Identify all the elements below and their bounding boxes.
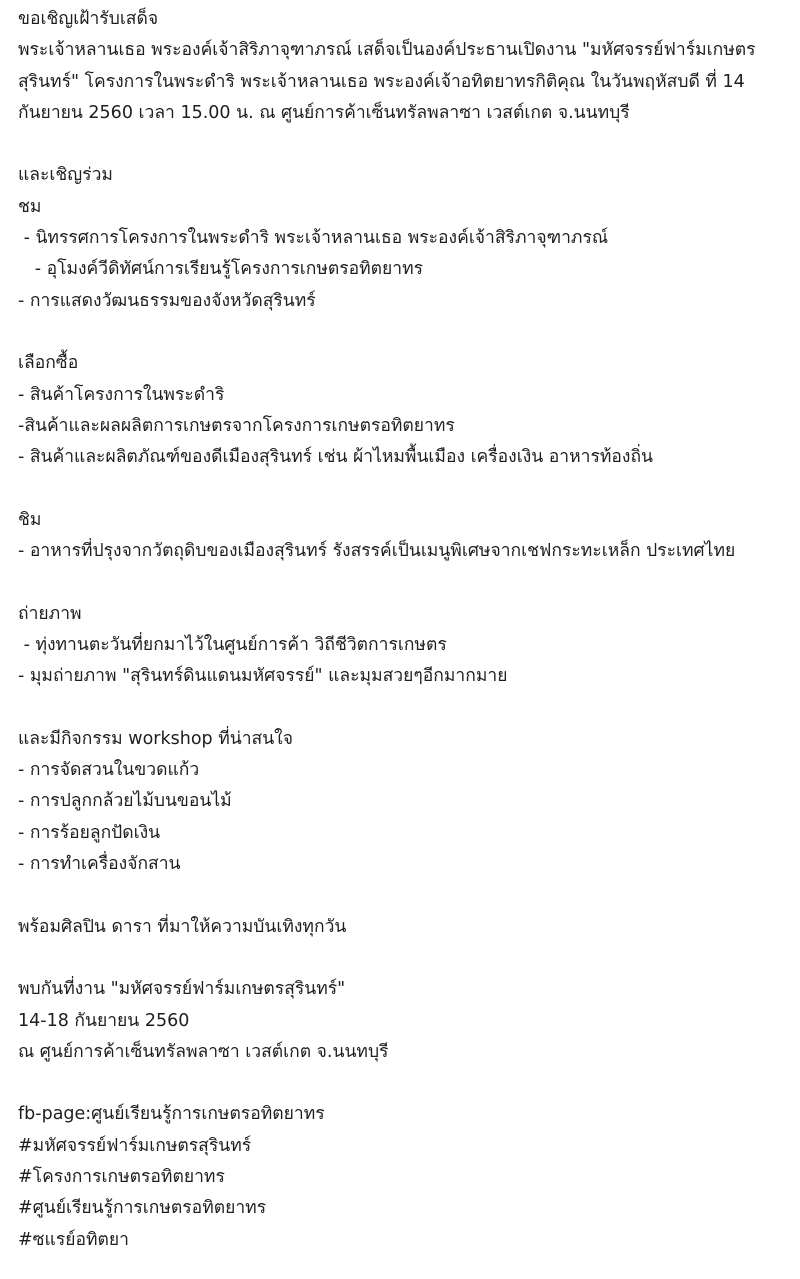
artists-line: พร้อมศิลปิน ดารา ที่มาให้ความบันเทิงทุกวัน (18, 916, 347, 937)
meet-line: พบกันที่งาน "มหัศจรรย์ฟาร์มเกษตรสุรินทร์" (18, 979, 346, 1000)
see-item: - อุโมงค์วีดิทัศน์การเรียนรู้โครงการเกษตรอทิตยาทร (18, 259, 424, 280)
see-item: - การแสดงวัฒนธรรมของจังหวัดสุรินทร์ (18, 290, 316, 311)
shop-heading: เลือกซื้อ (18, 353, 79, 374)
see-item: - นิทรรศการโครงการในพระดำริ พระเจ้าหลานเธอ พระองค์เจ้าสิริภาจุฑาภรณ์ (18, 228, 609, 249)
shop-item: - สินค้าและผลิตภัณฑ์ของดีเมืองสุรินทร์ เช่น ผ้าไหมพื้นเมือง เครื่องเงิน อาหารท้องถิ่น (18, 447, 654, 468)
intro-line: กันยายน 2560 เวลา 15.00 น. ณ ศูนย์การค้าเซ็นทรัลพลาซา เวสต์เกต จ.นนทบุรี (18, 102, 630, 123)
shop-item: - สินค้าโครงการในพระดำริ (18, 384, 225, 405)
photo-item: - มุมถ่ายภาพ "สุรินทร์ดินแดนมหัศจรรย์" และมุมสวยๆอีกมากมาย (18, 666, 508, 687)
taste-item: - อาหารที่ปรุงจากวัตถุดิบของเมืองสุรินทร์ รังสรรค์เป็นเมนูพิเศษจากเชฟกระทะเหล็ก ประเทศไทย (18, 541, 736, 562)
meet-venue: ณ ศูนย์การค้าเซ็นทรัลพลาซา เวสต์เกต จ.นนทบุรี (18, 1041, 389, 1062)
workshop-item: - การจัดสวนในขวดแก้ว (18, 760, 200, 781)
paragraph-spacer (18, 129, 798, 160)
paragraph-spacer (18, 317, 798, 348)
paragraph-spacer (18, 943, 798, 974)
paragraph-spacer (18, 880, 798, 911)
hashtag-link[interactable]: #มหัศจรรย์ฟาร์มเกษตรสุรินทร์ (18, 1135, 252, 1156)
paragraph-spacer (18, 473, 798, 504)
meet-date: 14-18 กันยายน 2560 (18, 1010, 190, 1031)
invite-heading: ขอเชิญเฝ้ารับเสด็จ (18, 9, 159, 29)
join-heading: และเชิญร่วม (18, 165, 113, 186)
paragraph-spacer (18, 1068, 798, 1099)
workshop-heading: และมีกิจกรรม workshop ที่น่าสนใจ (18, 728, 293, 749)
see-heading: ชม (18, 196, 42, 217)
intro-line: สุรินทร์" โครงการในพระดำริ พระเจ้าหลานเธอ พระองค์เจ้าอทิตยาทรกิติคุณ ในวันพฤหัสบดี ที่ 14 (18, 71, 745, 92)
hashtag-link[interactable]: #โครงการเกษตรอทิตยาทร (18, 1166, 225, 1187)
paragraph-spacer (18, 567, 798, 598)
hashtag-link[interactable]: #ซแรย์อทิตยา (18, 1229, 129, 1250)
workshop-item: - การทำเครื่องจักสาน (18, 854, 181, 875)
workshop-item: - การปลูกกล้วยไม้บนขอนไม้ (18, 791, 232, 812)
taste-heading: ชิม (18, 509, 42, 530)
workshop-item: - การร้อยลูกปัดเงิน (18, 822, 161, 843)
photo-item: - ทุ่งทานตะวันที่ยกมาไว้ในศูนย์การค้า วิถีชีวิตการเกษตร (18, 634, 447, 655)
photo-heading: ถ่ายภาพ (18, 603, 82, 624)
paragraph-spacer (18, 693, 798, 724)
intro-line: พระเจ้าหลานเธอ พระองค์เจ้าสิริภาจุฑาภรณ์ เสด็จเป็นองค์ประธานเปิดงาน "มหัศจรรย์ฟาร์มเกษตร (18, 40, 756, 61)
shop-item: -สินค้าและผลผลิตการเกษตรจากโครงการเกษตรอทิตยาทร (18, 415, 455, 436)
fb-page-line: fb-page:ศูนย์เรียนรู้การเกษตรอทิตยาทร (18, 1104, 325, 1125)
hashtag-link[interactable]: #ศูนย์เรียนรู้การเกษตรอทิตยาทร (18, 1198, 267, 1219)
post-body (18, 4, 798, 1256)
